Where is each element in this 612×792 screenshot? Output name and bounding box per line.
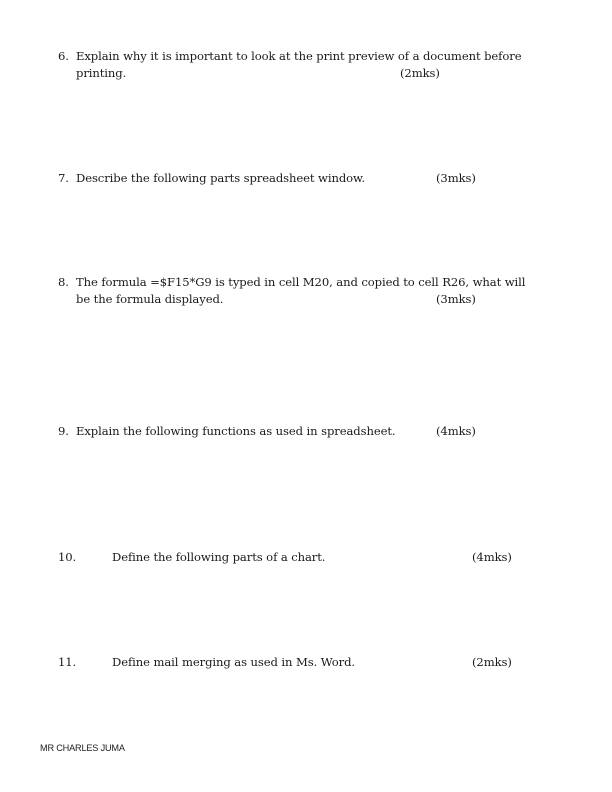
question-text-line-1: The formula =$F15*G9 is typed in cell M20, and copied to cell R26, what will xyxy=(76,275,526,289)
question-number: 8. xyxy=(58,275,69,289)
question-marks: (2mks) xyxy=(472,655,512,669)
footer-author: MR CHARLES JUMA xyxy=(40,743,125,753)
question-text-line-2: be the formula displayed. xyxy=(76,292,224,306)
question-marks: (3mks) xyxy=(436,171,476,185)
question-number: 10. xyxy=(58,550,77,564)
question-marks: (2mks) xyxy=(400,66,440,80)
question-text-line-1: Explain why it is important to look at the print preview of a document before xyxy=(76,49,522,63)
question-marks: (3mks) xyxy=(436,292,476,306)
question-text-line-2: printing. xyxy=(76,66,127,80)
question-marks: (4mks) xyxy=(472,550,512,564)
question-text-line-1: Describe the following parts spreadsheet window. xyxy=(76,171,366,185)
question-text-line-1: Define the following parts of a chart. xyxy=(112,550,326,564)
question-number: 6. xyxy=(58,49,69,63)
question-number: 9. xyxy=(58,424,69,438)
question-marks: (4mks) xyxy=(436,424,476,438)
question-text-line-1: Explain the following functions as used in spreadsheet. xyxy=(76,424,396,438)
question-number: 7. xyxy=(58,171,69,185)
question-number: 11. xyxy=(58,655,77,669)
question-text-line-1: Define mail merging as used in Ms. Word. xyxy=(112,655,356,669)
